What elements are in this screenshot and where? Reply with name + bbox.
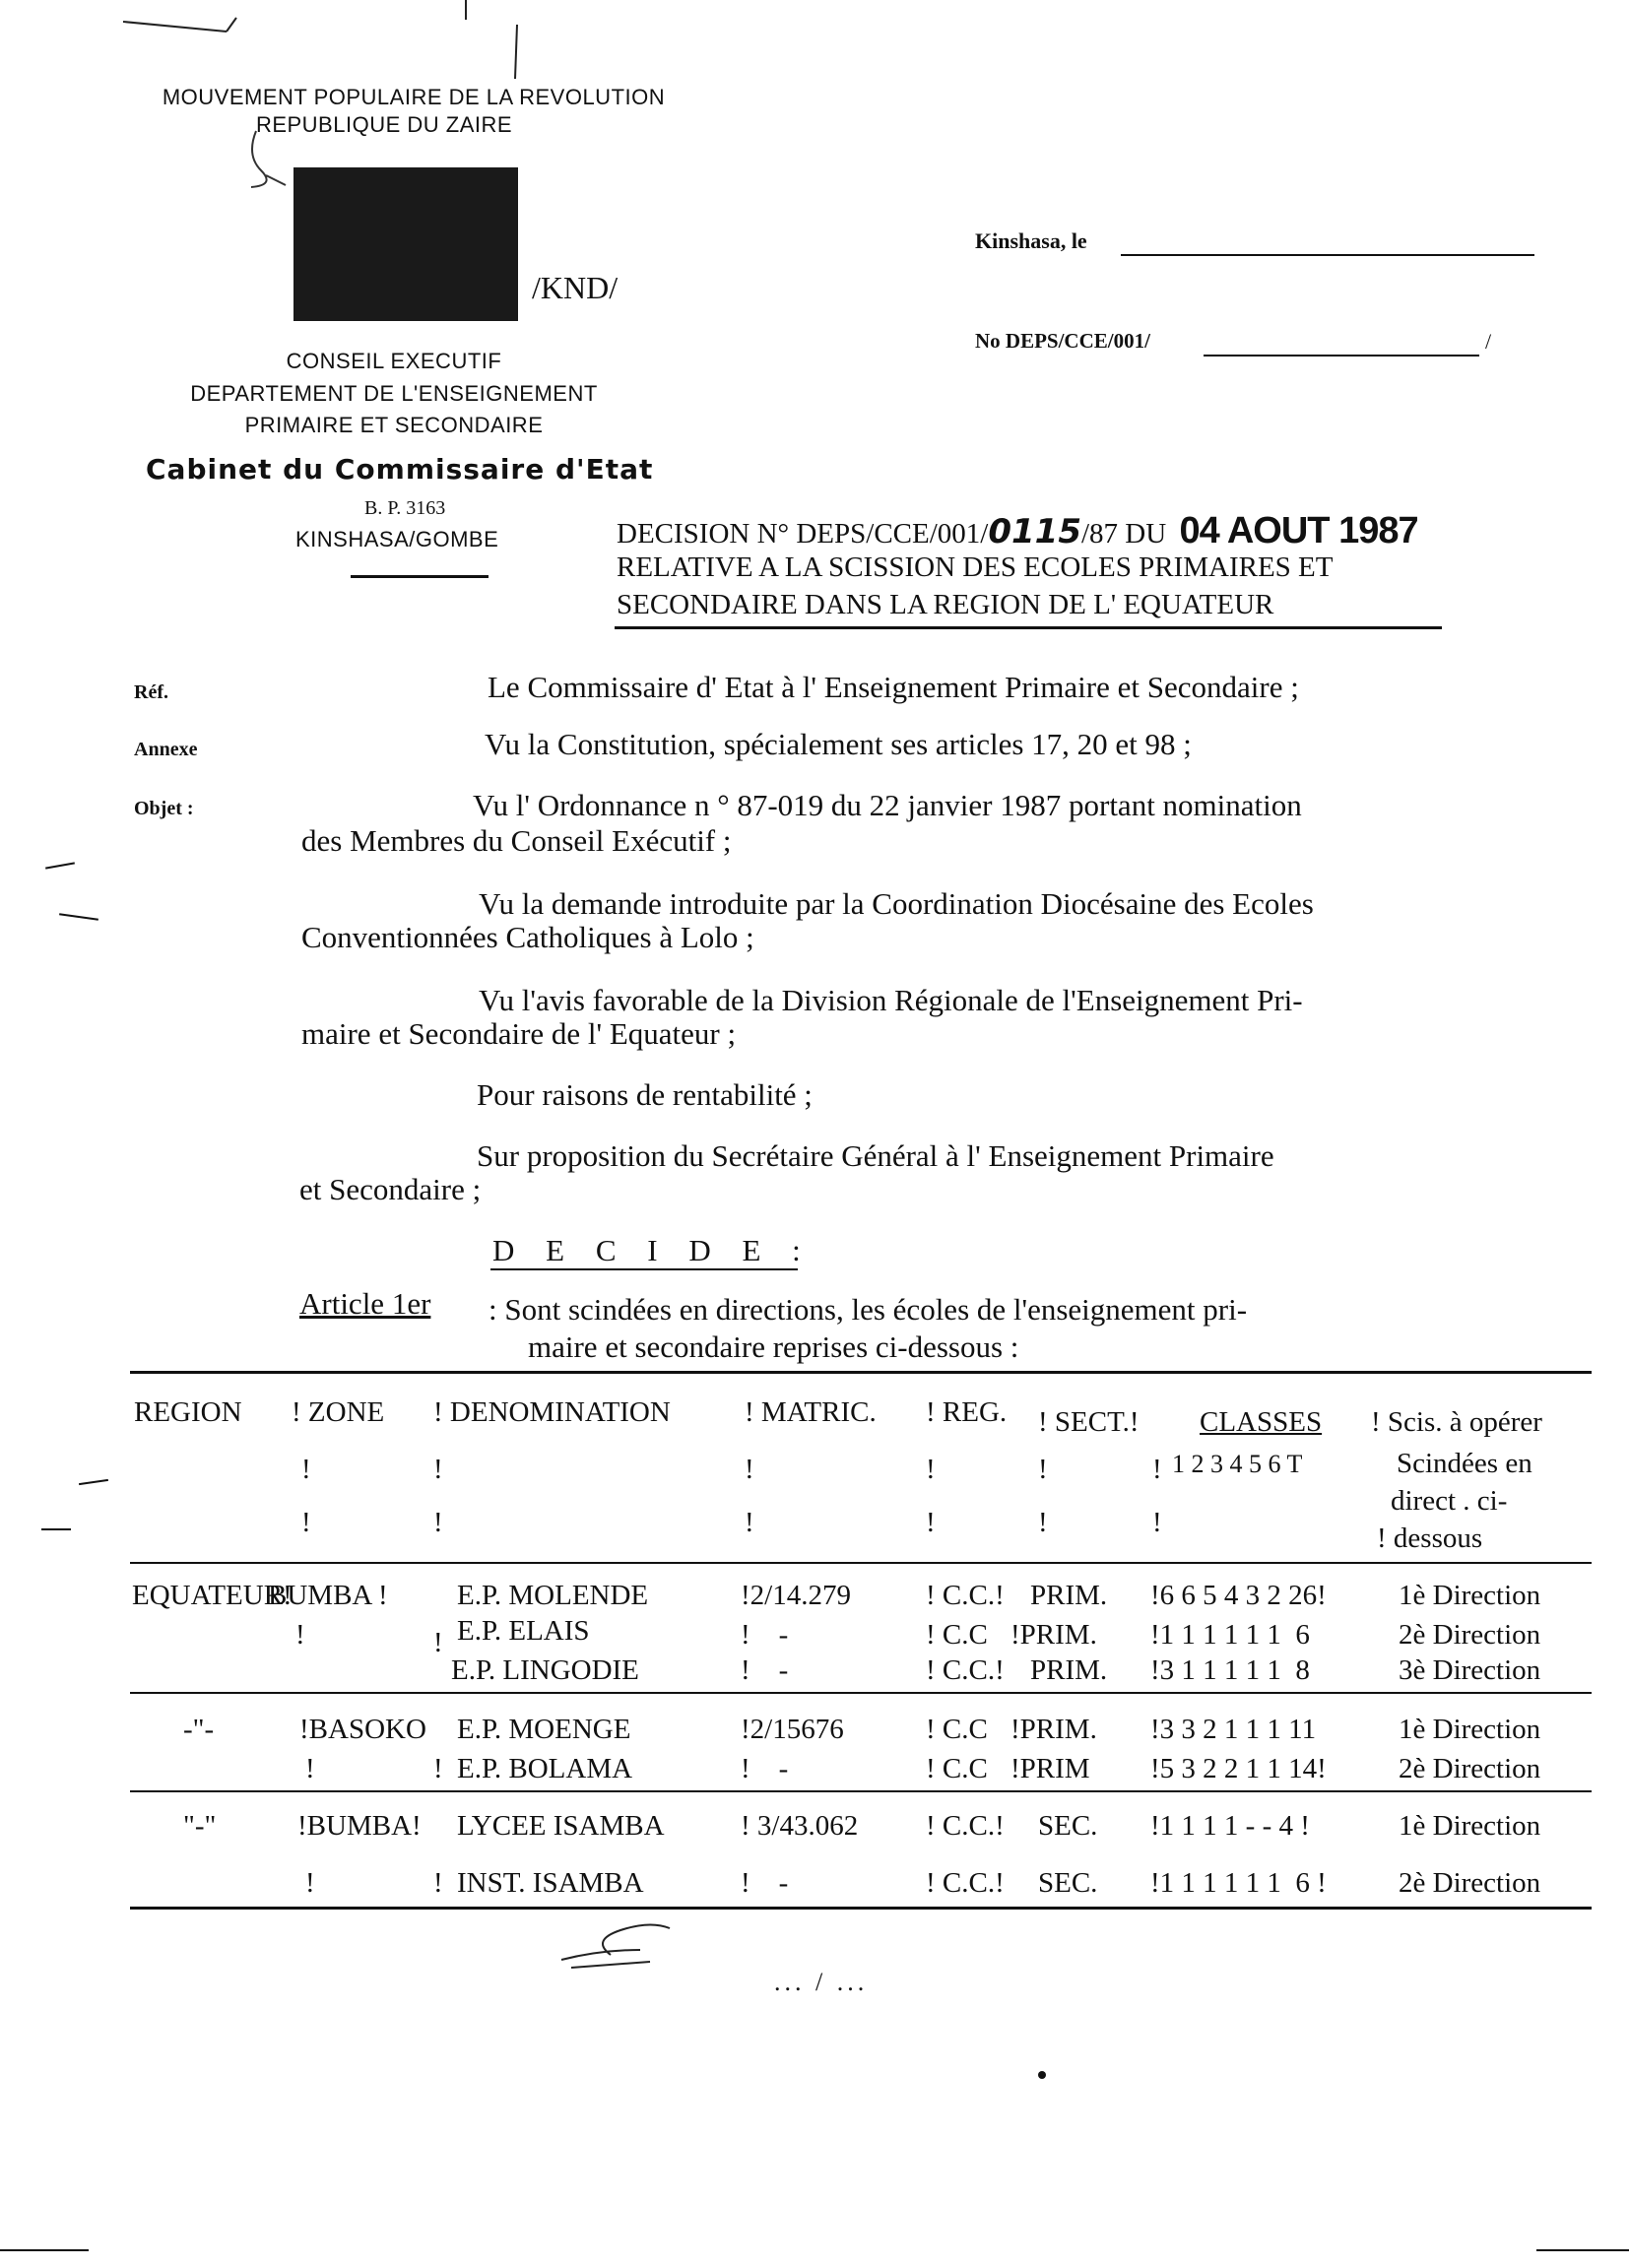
cell-zone: !: [433, 1627, 443, 1658]
city: KINSHASA/GOMBE: [295, 527, 499, 551]
cell-classes: !5 3 2 2 1 1 14!: [1150, 1753, 1327, 1784]
para-commissioner: Le Commissaire d' Etat à l' Enseignement Primaire et Secondaire ;: [488, 670, 1299, 704]
reference-line: [1204, 355, 1479, 356]
reference-label: No DEPS/CCE/001/: [975, 329, 1150, 353]
cabinet-title: Cabinet du Commissaire d'Etat: [146, 453, 654, 486]
cell-matric: ! 3/43.062: [741, 1810, 859, 1842]
cell-classes: !6 6 5 4 3 2 26!: [1150, 1580, 1327, 1611]
header-separator: !: [926, 1454, 936, 1485]
cell-zone: !: [433, 1867, 443, 1899]
label-ref: Réf.: [134, 681, 168, 703]
stray-dot: [1038, 2071, 1046, 2079]
handwritten-mark: [236, 126, 295, 195]
handwritten-mark: [458, 0, 537, 89]
decide-underline: [490, 1268, 798, 1270]
redacted-seal: [293, 167, 518, 321]
cell-reg: ! C.C.!: [926, 1654, 1005, 1686]
cell-reg: ! C.C: [926, 1714, 988, 1745]
cell-classes: !1 1 1 1 - - 4 !: [1150, 1810, 1310, 1842]
header-separator: !: [433, 1507, 443, 1538]
cell-reg: ! C.C.!: [926, 1810, 1005, 1842]
cell-direction: 1è Direction: [1399, 1580, 1541, 1611]
cell-matric: ! -: [741, 1619, 789, 1651]
cell-reg: ! C.C: [926, 1619, 988, 1651]
cell-denomination: E.P. ELAIS: [457, 1615, 590, 1647]
decision-subject-line1: RELATIVE A LA SCISSION DES ECOLES PRIMAIRES ET: [617, 551, 1334, 583]
para-opinion-line2: maire et Secondaire de l' Equateur ;: [301, 1016, 737, 1051]
decision-underline: [615, 626, 1442, 629]
cell-matric: ! -: [741, 1654, 789, 1686]
scan-edge-mark: [0, 2249, 89, 2251]
header-separator: !: [301, 1454, 311, 1485]
para-proposal-line2: et Secondaire ;: [299, 1172, 482, 1206]
header-separator: !: [1038, 1454, 1048, 1485]
department-line2: PRIMAIRE ET SECONDAIRE: [244, 413, 544, 437]
margin-mark: [79, 1479, 108, 1485]
header-denomination: ! DENOMINATION: [433, 1396, 671, 1428]
group-rule: [130, 1790, 1592, 1792]
label-annexe: Annexe: [134, 739, 198, 760]
continuation-mark: ... / ...: [774, 1968, 869, 1996]
cell-denomination: INST. ISAMBA: [457, 1867, 644, 1899]
cell-region: !: [305, 1867, 315, 1899]
article-text-line2: maire et secondaire reprises ci-dessous :: [528, 1329, 1019, 1364]
para-request-line2: Conventionnées Catholiques à Lolo ;: [301, 920, 754, 954]
decision-number: 0115: [988, 512, 1081, 551]
header-classes: CLASSES: [1200, 1406, 1323, 1438]
para-profitability: Pour raisons de rentabilité ;: [477, 1077, 813, 1112]
header-split: ! Scis. à opérer: [1371, 1406, 1542, 1438]
letterhead-republic: REPUBLIQUE DU ZAIRE: [255, 112, 513, 137]
cell-classes: !1 1 1 1 1 1 6 !: [1150, 1867, 1327, 1899]
cell-region: !: [295, 1619, 305, 1651]
decision-subject-line2: SECONDAIRE DANS LA REGION DE L' EQUATEUR: [617, 589, 1274, 620]
cell-denomination: E.P. MOENGE: [457, 1714, 631, 1745]
header-matric: ! MATRIC.: [745, 1396, 877, 1428]
cell-denomination: LYCEE ISAMBA: [457, 1810, 665, 1842]
cell-direction: 2è Direction: [1399, 1867, 1541, 1899]
cell-classes: !3 1 1 1 1 1 8: [1150, 1654, 1310, 1686]
header-split-2: Scindées en: [1397, 1448, 1532, 1479]
scan-edge-mark: [1536, 2249, 1629, 2251]
decide-heading: D E C I D E :: [492, 1233, 813, 1267]
cell-reg: ! C.C: [926, 1753, 988, 1784]
para-ordinance-line2: des Membres du Conseil Exécutif ;: [301, 823, 732, 858]
cell-region: !: [305, 1753, 315, 1784]
para-proposal-line1: Sur proposition du Secrétaire Général à l' Enseignement Primaire: [477, 1138, 1274, 1173]
para-ordinance-line1: Vu l' Ordonnance n ° 87-019 du 22 janvier 1987 portant nomination: [473, 788, 1302, 822]
header-region: REGION: [134, 1396, 242, 1428]
cell-sect: SEC.: [1038, 1810, 1098, 1842]
handwritten-mark: [118, 10, 256, 39]
decision-title: [617, 510, 1418, 552]
cell-matric: !2/14.279: [741, 1580, 851, 1611]
reference-end: /: [1485, 329, 1492, 354]
cell-zone: BUMBA !: [268, 1580, 388, 1611]
cell-zone: !BUMBA!: [297, 1810, 422, 1842]
cell-sect: SEC.: [1038, 1867, 1098, 1899]
header-zone: ! ZONE: [292, 1396, 385, 1428]
header-reg: ! REG.: [926, 1396, 1008, 1428]
council-title: CONSEIL EXECUTIF: [286, 349, 502, 373]
group-rule: [130, 1692, 1592, 1694]
margin-mark: [45, 862, 75, 869]
article-text-line1: : Sont scindées en directions, les écoles de l'enseignement pri-: [489, 1292, 1248, 1327]
cell-zone: !: [433, 1753, 443, 1784]
header-separator: !: [745, 1507, 754, 1538]
header-split-4: ! dessous: [1377, 1523, 1483, 1554]
letterhead-movement: MOUVEMENT POPULAIRE DE LA REVOLUTION: [162, 85, 666, 109]
place-date-label: Kinshasa, le: [975, 228, 1087, 253]
cell-denomination: E.P. MOLENDE: [457, 1580, 649, 1611]
cell-sect: !PRIM.: [1010, 1619, 1097, 1651]
cell-direction: 2è Direction: [1399, 1619, 1541, 1651]
header-classes-numbers: 1 2 3 4 5 6 T: [1172, 1450, 1303, 1478]
cell-sect: !PRIM: [1010, 1753, 1090, 1784]
header-separator: !: [433, 1454, 443, 1485]
header-separator: !: [1152, 1507, 1162, 1538]
department-line1: DEPARTEMENT DE L'ENSEIGNEMENT: [190, 381, 598, 406]
cell-denomination: E.P. BOLAMA: [457, 1753, 633, 1784]
divider: [351, 575, 489, 578]
cell-direction: 2è Direction: [1399, 1753, 1541, 1784]
decision-prefix: DECISION N° DEPS/CCE/001/: [617, 518, 989, 550]
header-separator: !: [1038, 1507, 1048, 1538]
cell-direction: 3è Direction: [1399, 1654, 1541, 1686]
cell-sect: PRIM.: [1030, 1580, 1108, 1611]
cell-matric: ! -: [741, 1753, 789, 1784]
table-top-rule: [130, 1371, 1592, 1374]
label-objet: Objet :: [134, 798, 194, 819]
seal-suffix: /KND/: [532, 270, 619, 305]
header-separator: !: [926, 1507, 936, 1538]
margin-mark: [41, 1528, 71, 1530]
para-opinion-line1: Vu l'avis favorable de la Division Régionale de l'Enseignement Pri-: [479, 983, 1303, 1017]
cell-denomination: E.P. LINGODIE: [451, 1654, 639, 1686]
cell-matric: !2/15676: [741, 1714, 844, 1745]
margin-mark: [59, 913, 98, 921]
initials-signature: [552, 1911, 680, 1979]
cell-region: -"-: [183, 1714, 215, 1745]
cell-reg: ! C.C.!: [926, 1867, 1005, 1899]
cell-zone: !BASOKO: [299, 1714, 426, 1745]
cell-direction: 1è Direction: [1399, 1714, 1541, 1745]
article-label: Article 1er: [299, 1286, 431, 1321]
cell-region: EQUATEUR!: [132, 1580, 293, 1611]
header-bottom-rule: [130, 1562, 1592, 1564]
header-split-3: direct . ci-: [1391, 1485, 1508, 1517]
cell-sect: !PRIM.: [1010, 1714, 1097, 1745]
header-separator: !: [745, 1454, 754, 1485]
po-box: B. P. 3163: [364, 497, 446, 519]
date-line: [1121, 254, 1534, 256]
header-separator: !: [301, 1507, 311, 1538]
decision-date-stamp: 04 AOUT 1987: [1179, 510, 1418, 551]
para-constitution: Vu la Constitution, spécialement ses articles 17, 20 et 98 ;: [485, 727, 1192, 761]
decision-year: /87 DU: [1081, 518, 1167, 550]
cell-region: "-": [183, 1810, 217, 1842]
header-separator: !: [1152, 1454, 1162, 1485]
cell-matric: ! -: [741, 1867, 789, 1899]
table-bottom-rule: [130, 1907, 1592, 1910]
para-request-line1: Vu la demande introduite par la Coordination Diocésaine des Ecoles: [479, 886, 1314, 921]
header-sect: ! SECT.!: [1038, 1406, 1140, 1438]
cell-classes: !3 3 2 1 1 1 11: [1150, 1714, 1317, 1745]
cell-classes: !1 1 1 1 1 1 6: [1150, 1619, 1310, 1651]
cell-sect: PRIM.: [1030, 1654, 1108, 1686]
cell-direction: 1è Direction: [1399, 1810, 1541, 1842]
cell-reg: ! C.C.!: [926, 1580, 1005, 1611]
